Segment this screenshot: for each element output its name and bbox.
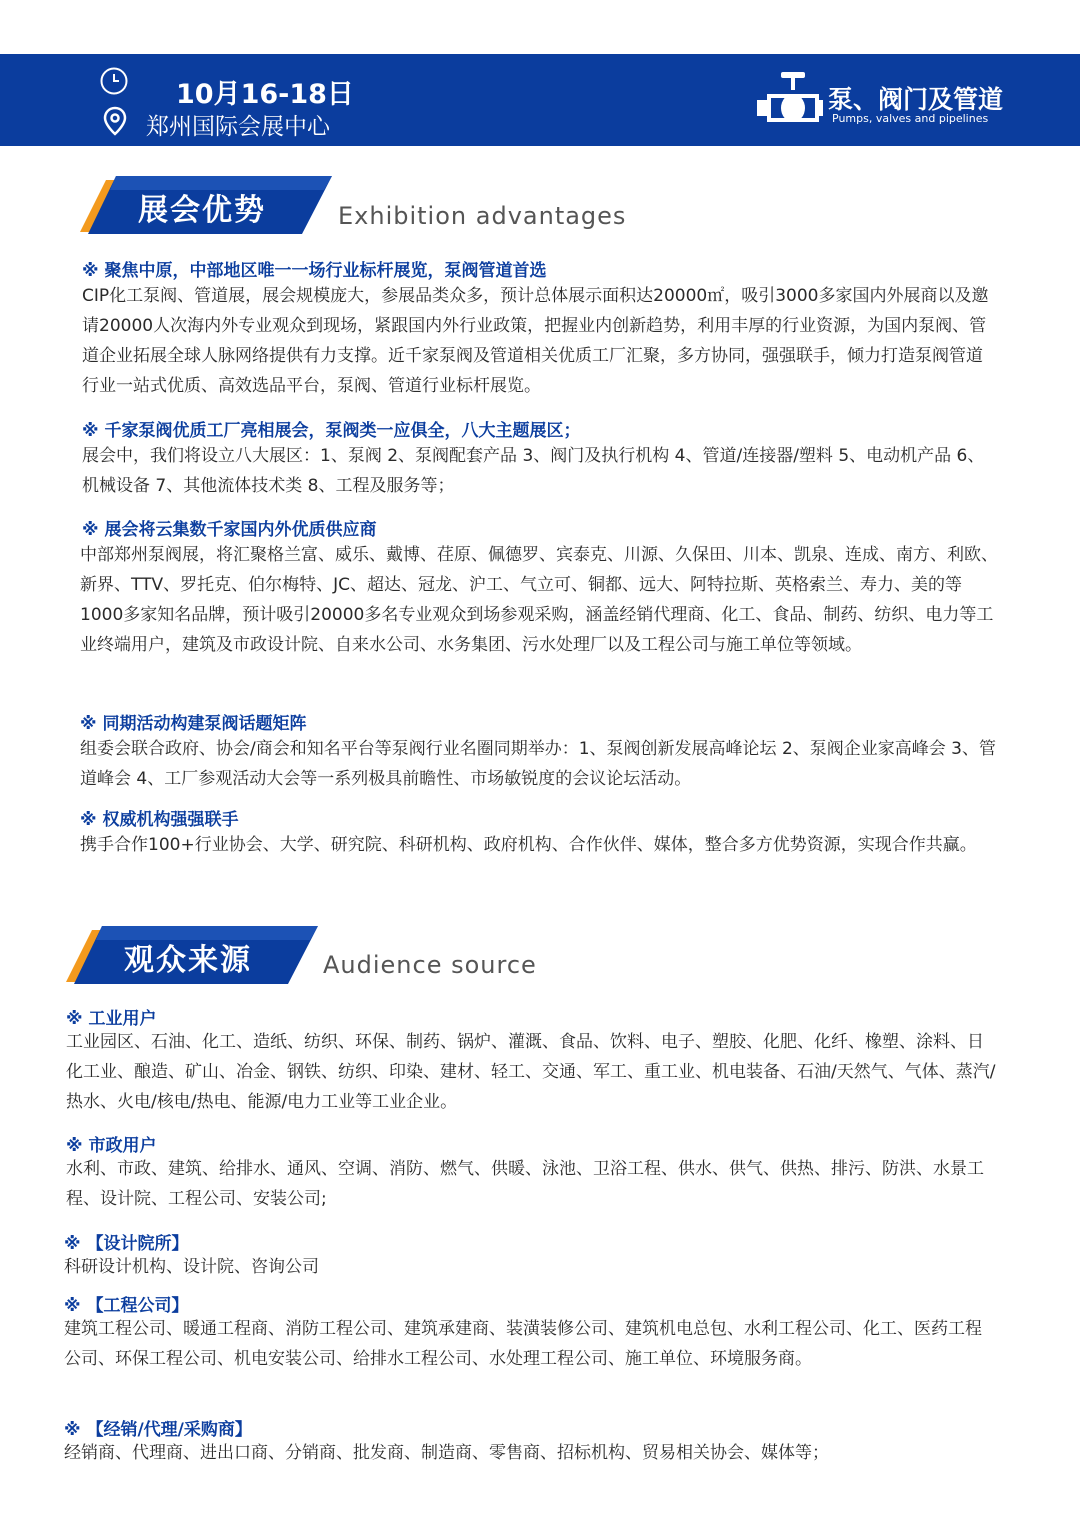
section-title-en: Exhibition advantages bbox=[338, 202, 627, 230]
item-body: 展会中，我们将设立八大展区：1、泵阀 2、泵阀配套产品 3、阀门及执行机构 4、管道/连接器/塑料 5、电动机产品 6、机械设备 7、其他流体技术类 8、工程及服务等； bbox=[82, 446, 985, 496]
item-body: 携手合作100+行业协会、大学、研究院、科研机构、政府机构、合作伙伴、媒体，整合多方优势资源，实现合作共赢。 bbox=[80, 835, 977, 855]
item-body: 组委会联合政府、协会/商会和知名平台等泵阀行业名圈同期举办：1、泵阀创新发展高峰论坛 2、泵阀企业家高峰会 3、管道峰会 4、工厂参观活动大会等一系列极具前瞻性、市场敏锐度的会议论坛活动。 bbox=[80, 739, 996, 789]
header-bar bbox=[0, 54, 1080, 146]
item-body: 建筑工程公司、暖通工程商、消防工程公司、建筑承建商、装潢装修公司、建筑机电总包、水利工程公司、化工、医药工程公司、环保工程公司、机电安装公司、给排水工程公司、水处理工程公司、施工单位、环境服务商。 bbox=[64, 1319, 982, 1369]
item-body: 科研设计机构、设计院、咨询公司 bbox=[64, 1257, 319, 1277]
location-pin-icon bbox=[103, 106, 127, 140]
item-title: ※ 工业用户 bbox=[66, 1009, 157, 1029]
section-banner-audience bbox=[66, 926, 326, 984]
section-title-cn: 展会优势 bbox=[138, 193, 266, 228]
item-title: ※ 同期活动构建泵阀话题矩阵 bbox=[80, 714, 307, 734]
item-title: ※ 【工程公司】 bbox=[64, 1296, 189, 1316]
item-title: ※ 市政用户 bbox=[66, 1136, 157, 1156]
item-title: ※ 千家泵阀优质工厂亮相展会，泵阀类一应俱全，八大主题展区； bbox=[82, 421, 581, 441]
item-body: CIP化工泵阀、管道展，展会规模庞大，参展品类众多，预计总体展示面积达20000㎡，吸引3000多家国内外展商以及邀请20000人次海内外专业观众到现场，紧跟国内外行业政策，把握业内创新趋势，利用丰厚的行业资源，为国内泵阀、管道企业拓展全球人脉网络提供有力支撑。近千家泵阀及管道相关优质工厂汇聚，多方协同，强强联手，倾力打造泵阀管道行业一站式优质、高效选品平台，泵阀、管道行业标杆展览。 bbox=[82, 286, 989, 396]
item-body: 工业园区、石油、化工、造纸、纺织、环保、制药、锅炉、灌溉、食品、饮料、电子、塑胶、化肥、化纤、橡塑、涂料、日化工业、酿造、矿山、冶金、钢铁、纺织、印染、建材、轻工、交通、军工、重工业、机电装备、石油/天然气、气体、蒸汽/热水、火电/核电/热电、能源/电力工业等工业企业。 bbox=[66, 1032, 996, 1112]
item-title: ※ 聚焦中原，中部地区唯一一场行业标杆展览，泵阀管道首选 bbox=[82, 261, 547, 281]
item-title: ※ 权威机构强强联手 bbox=[80, 810, 239, 830]
logo-title: 泵、阀门及管道 bbox=[828, 85, 1004, 114]
section-title-cn: 观众来源 bbox=[124, 943, 252, 978]
section-title-en: Audience source bbox=[323, 951, 537, 979]
exhibition-date: 10月16-18日 bbox=[176, 79, 354, 110]
item-body: 中部郑州泵阀展，将汇聚格兰富、威乐、戴博、荏原、佩德罗、宾泰克、川源、久保田、川本、凯泉、连成、南方、利欧、新界、TTV、罗托克、伯尔梅特、JC、超达、冠龙、沪工、气立可、铜都、远大、阿特拉斯、英格索兰、寿力、美的等1000多家知名品牌，预计吸引20000多名专业观众到场参观采购，涵盖经销代理商、化工、食品、制药、纺织、电力等工业终端用户，建筑及市政设计院、自来水公司、水务集团、污水处理厂以及工程公司与施工单位等领域。 bbox=[80, 545, 998, 655]
clock-icon bbox=[99, 66, 129, 100]
item-body: 经销商、代理商、进出口商、分销商、批发商、制造商、零售商、招标机构、贸易相关协会、媒体等； bbox=[64, 1443, 829, 1463]
valve-logo-icon bbox=[755, 70, 823, 138]
logo-subtitle: Pumps, valves and pipelines bbox=[832, 112, 989, 125]
section-banner-advantages bbox=[80, 176, 340, 234]
item-title: ※ 【经销/代理/采购商】 bbox=[64, 1420, 252, 1440]
item-title: ※ 【设计院所】 bbox=[64, 1234, 189, 1254]
item-title: ※ 展会将云集数千家国内外优质供应商 bbox=[82, 520, 377, 540]
exhibition-venue: 郑州国际会展中心 bbox=[146, 114, 330, 140]
item-body: 水利、市政、建筑、给排水、通风、空调、消防、燃气、供暖、泳池、卫浴工程、供水、供气、供热、排污、防洪、水景工程、设计院、工程公司、安装公司; bbox=[66, 1159, 984, 1209]
